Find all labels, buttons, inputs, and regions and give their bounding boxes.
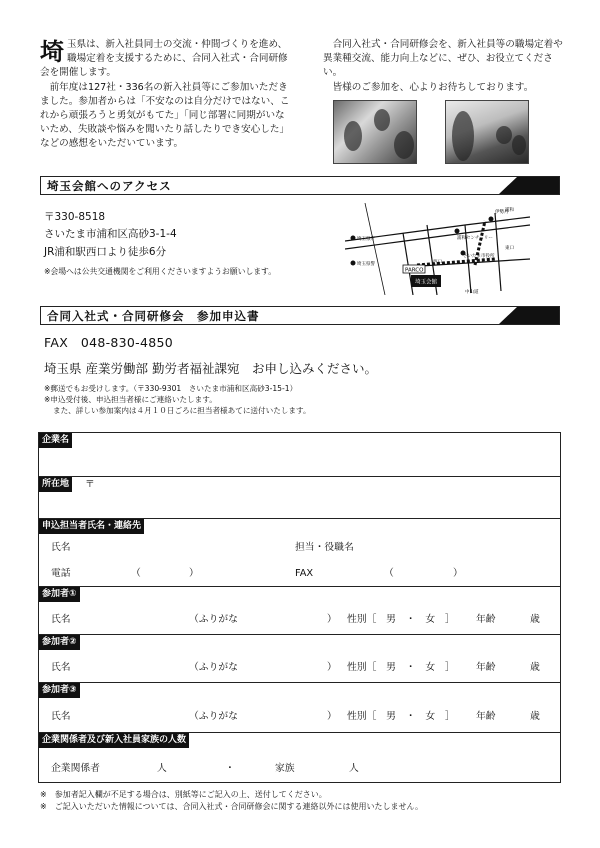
participant-2-years-label: 歳 <box>530 662 540 673</box>
participant-3-years-label: 歳 <box>530 711 540 722</box>
participant-1-age-label: 年齢 <box>476 614 496 625</box>
station-directions: JR浦和駅西口より徒歩6分 <box>44 246 167 258</box>
participant-3-furigana-label: （ふりがな <box>189 711 238 722</box>
footnotes <box>40 789 423 812</box>
intro-paragraph-4: 皆様のご参加を、心よりお待ちしております。 <box>332 81 534 93</box>
company-staff-label: 企業関係者 <box>51 763 100 774</box>
participant-3-gender[interactable]: 性別［ 男 ・ 女 ］ <box>347 711 455 722</box>
address-label: 所在地 <box>39 477 72 492</box>
map-label-east-exit: 東口 <box>505 246 514 251</box>
application-section-header <box>40 306 560 325</box>
family-label: 家族 <box>275 763 295 774</box>
confirmation-note: ※申込受付後、申込担当者様にご連絡いたします。 <box>44 395 217 404</box>
participant-2-furigana-label: （ふりがな <box>189 662 238 673</box>
access-title: 埼玉会館へのアクセス <box>47 179 172 193</box>
family-unit: 人 <box>349 763 359 774</box>
contact-name-label: 氏名 <box>51 542 71 553</box>
intro-left-column <box>40 38 290 152</box>
map-label-city-hall: さいたま市役所 <box>463 254 495 259</box>
participant-1-label: 参加者① <box>39 587 80 602</box>
event-photo-1 <box>333 100 417 164</box>
map-label-bank: 浦和センチュリー <box>457 236 493 241</box>
position-label: 担当・役職名 <box>295 542 354 553</box>
map-label-urawa: 浦和 <box>505 208 514 213</box>
map-label-west-exit: 西口 <box>433 260 442 265</box>
venue-address: さいたま市浦和区高砂3-1-4 <box>44 228 177 240</box>
phone-label: 電話 <box>51 568 71 579</box>
map-label-nakasendo: 中山道 <box>465 290 479 295</box>
access-info <box>44 210 276 282</box>
participant-2-row[interactable] <box>39 635 560 683</box>
map-label-dept-store: 伊勢丹 <box>495 210 509 215</box>
venue-map <box>345 203 537 295</box>
participant-3-name-label: 氏名 <box>51 711 71 722</box>
participant-1-paren-close: ） <box>327 614 337 625</box>
event-photos <box>333 100 558 166</box>
count-separator: ・ <box>225 763 235 774</box>
participant-1-name-label: 氏名 <box>51 614 71 625</box>
intro-section <box>40 38 563 173</box>
intro-paragraph-1: 玉県は、新入社員同士の交流・仲間づくりを進め、職場定着を支援するために、合同入社式・合同研修会を開催します。 <box>40 39 288 79</box>
participant-2-age-label: 年齢 <box>476 662 496 673</box>
fax-label: FAX <box>295 568 314 579</box>
phone-paren-close: ） <box>189 568 199 579</box>
intro-paragraph-3: 合同入社式・合同研修会を、新入社員等の職場定着や異業種交流、能力向上などに、ぜひ、お役立てください。 <box>323 39 563 79</box>
dropcap: 埼 <box>40 38 64 66</box>
postal-code: 〒330-8518 <box>44 211 106 223</box>
contact-row[interactable] <box>39 519 560 587</box>
header-decoration <box>499 307 559 324</box>
map-label-police: 埼玉県警 <box>357 262 375 267</box>
attendee-count-row[interactable] <box>39 733 560 782</box>
intro-paragraph-2: 前年度は127社・336名の新入社員等にご参加いただきました。参加者からは「不安なのは自分だけではない、これから頑張ろうと勇気がもてた」「同じ部署に同期がいないため、失敗談や悩みを聞いたり話したりでき安心した」などの感想をいただいています。 <box>40 81 290 150</box>
participant-1-gender[interactable]: 性別［ 男 ・ 女 ］ <box>347 614 455 625</box>
participant-1-years-label: 歳 <box>530 614 540 625</box>
participant-2-gender[interactable]: 性別［ 男 ・ 女 ］ <box>347 662 455 673</box>
participant-3-paren-close: ） <box>327 711 337 722</box>
company-name-label: 企業名 <box>39 433 72 448</box>
footnote-2: ※ ご記入いただいた情報については、合同入社式・合同研修会に関する連絡以外には使用いたしません。 <box>40 801 424 811</box>
recipient-department: 埼玉県 産業労働部 勤労者福祉課宛 お申し込みください。 <box>44 361 377 376</box>
footnote-1: ※ 参加者記入欄が不足する場合は、別紙等にご記入の上、送付してください。 <box>40 790 327 799</box>
transport-note: ※会場へは公共交通機関をご利用くださいますようお願いします。 <box>44 267 277 276</box>
participant-1-furigana-label: （ふりがな <box>189 614 238 625</box>
attendee-count-label: 企業関係者及び新入社員家族の人数 <box>39 733 189 748</box>
application-notes <box>44 383 311 416</box>
participant-2-name-label: 氏名 <box>51 662 71 673</box>
company-name-row[interactable] <box>39 433 560 477</box>
participant-1-row[interactable] <box>39 587 560 635</box>
participant-3-row[interactable] <box>39 683 560 733</box>
mail-note: ※郵送でもお受けします。（〒330-9301 さいたま市浦和区高砂3-15-1） <box>44 384 298 393</box>
company-staff-unit: 人 <box>157 763 167 774</box>
guide-note: また、詳しい参加案内は４月１０日ごろに担当者様あてに送付いたします。 <box>53 406 311 415</box>
fax-number: FAX 048-830-4850 <box>44 335 174 350</box>
header-decoration <box>499 177 559 194</box>
application-form <box>38 432 561 783</box>
contact-label: 申込担当者氏名・連絡先 <box>39 519 144 534</box>
postal-mark: 〒 <box>85 479 95 490</box>
phone-paren-open: （ <box>131 568 141 579</box>
map-label-prefecture: 埼玉県庁 <box>357 237 375 242</box>
map-label-venue: 埼玉会館 <box>415 279 438 286</box>
participant-3-age-label: 年齢 <box>476 711 496 722</box>
participant-2-paren-close: ） <box>327 662 337 673</box>
address-row[interactable] <box>39 477 560 519</box>
access-section-header <box>40 176 560 195</box>
fax-paren-open: （ <box>384 568 394 579</box>
event-photo-2 <box>445 100 529 164</box>
map-label-parco: PARCO <box>405 267 424 274</box>
participant-3-label: 参加者③ <box>39 683 80 698</box>
application-title: 合同入社式・合同研修会 参加申込書 <box>47 309 260 323</box>
participant-2-label: 参加者② <box>39 635 80 650</box>
intro-right-column <box>323 38 563 95</box>
fax-paren-close: ） <box>453 568 463 579</box>
